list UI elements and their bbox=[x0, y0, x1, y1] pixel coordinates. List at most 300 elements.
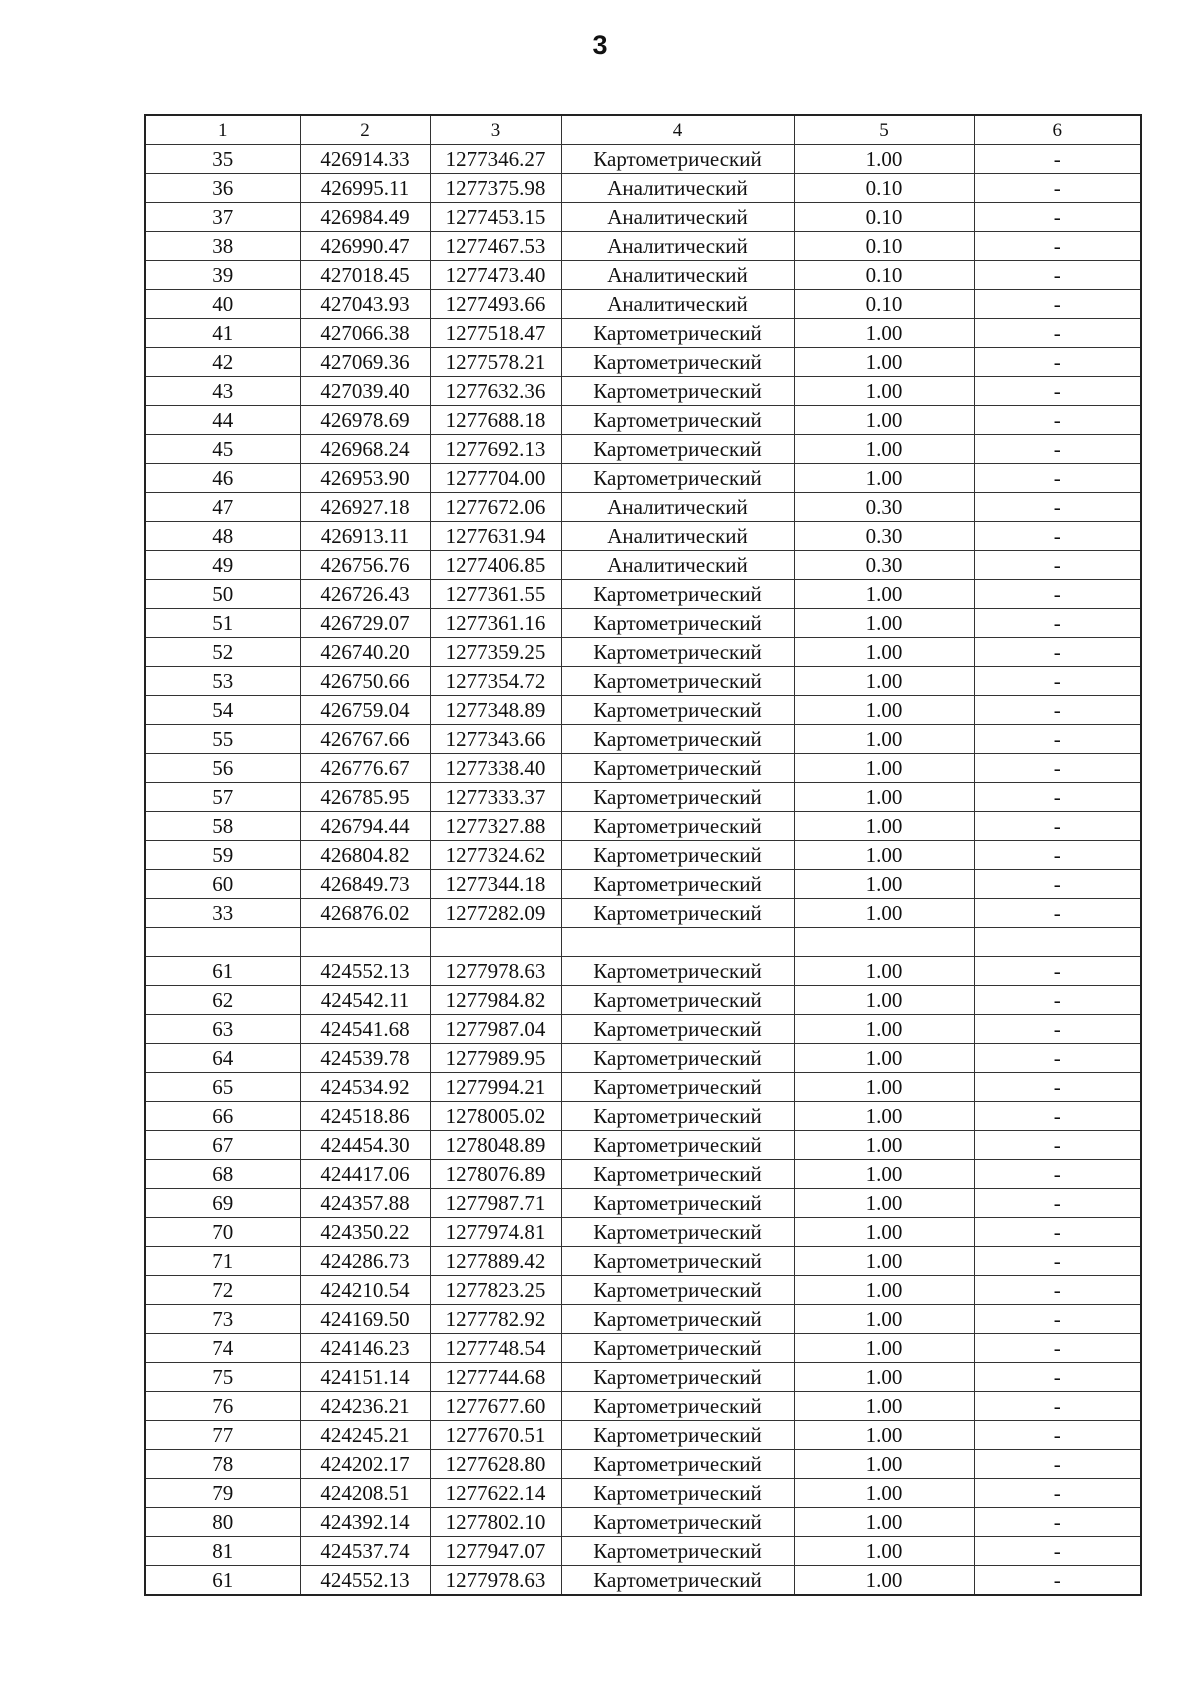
x-coordinate-cell: 424350.22 bbox=[300, 1218, 430, 1247]
table-row bbox=[145, 1392, 1141, 1421]
x-coordinate-cell: 426759.04 bbox=[300, 696, 430, 725]
note-cell: - bbox=[974, 1334, 1141, 1363]
x-coordinate-cell: 424537.74 bbox=[300, 1537, 430, 1566]
table-row bbox=[145, 464, 1141, 493]
y-coordinate-cell: 1277375.98 bbox=[430, 174, 561, 203]
accuracy-cell: 0.10 bbox=[794, 290, 974, 319]
note-cell: - bbox=[974, 174, 1141, 203]
x-coordinate-cell: 426804.82 bbox=[300, 841, 430, 870]
method-cell: Картометрический bbox=[561, 1102, 794, 1131]
note-cell: - bbox=[974, 348, 1141, 377]
table-row bbox=[145, 696, 1141, 725]
y-coordinate-cell: 1277453.15 bbox=[430, 203, 561, 232]
table-row bbox=[145, 1073, 1141, 1102]
note-cell: - bbox=[974, 145, 1141, 174]
x-coordinate-cell: 426849.73 bbox=[300, 870, 430, 899]
y-coordinate-cell: 1277677.60 bbox=[430, 1392, 561, 1421]
method-cell: Картометрический bbox=[561, 348, 794, 377]
note-cell: - bbox=[974, 1479, 1141, 1508]
x-coordinate-cell: 426776.67 bbox=[300, 754, 430, 783]
note-cell: - bbox=[974, 609, 1141, 638]
method-cell: Аналитический bbox=[561, 174, 794, 203]
x-coordinate-cell: 426876.02 bbox=[300, 899, 430, 928]
point-number-cell: 70 bbox=[145, 1218, 300, 1247]
table-row bbox=[145, 1508, 1141, 1537]
method-cell: Картометрический bbox=[561, 609, 794, 638]
point-number-cell: 77 bbox=[145, 1421, 300, 1450]
table-row bbox=[145, 928, 1141, 957]
y-coordinate-cell: 1277473.40 bbox=[430, 261, 561, 290]
note-cell: - bbox=[974, 551, 1141, 580]
y-coordinate-cell: 1277628.80 bbox=[430, 1450, 561, 1479]
method-cell: Картометрический bbox=[561, 783, 794, 812]
x-coordinate-cell: 426729.07 bbox=[300, 609, 430, 638]
accuracy-cell: 1.00 bbox=[794, 406, 974, 435]
point-number-cell: 39 bbox=[145, 261, 300, 290]
table-row bbox=[145, 145, 1141, 174]
point-number-cell: 76 bbox=[145, 1392, 300, 1421]
table-row bbox=[145, 348, 1141, 377]
accuracy-cell: 1.00 bbox=[794, 1218, 974, 1247]
note-cell: - bbox=[974, 1131, 1141, 1160]
y-coordinate-cell: 1277688.18 bbox=[430, 406, 561, 435]
x-coordinate-cell: 426914.33 bbox=[300, 145, 430, 174]
table-row bbox=[145, 1131, 1141, 1160]
accuracy-cell: 1.00 bbox=[794, 899, 974, 928]
y-coordinate-cell: 1277406.85 bbox=[430, 551, 561, 580]
point-number-cell: 53 bbox=[145, 667, 300, 696]
point-number-cell: 61 bbox=[145, 957, 300, 986]
note-cell: - bbox=[974, 1392, 1141, 1421]
accuracy-cell: 1.00 bbox=[794, 1131, 974, 1160]
x-coordinate-cell: 424208.51 bbox=[300, 1479, 430, 1508]
note-cell: - bbox=[974, 1218, 1141, 1247]
x-coordinate-cell: 426785.95 bbox=[300, 783, 430, 812]
accuracy-cell: 0.10 bbox=[794, 174, 974, 203]
note-cell: - bbox=[974, 435, 1141, 464]
point-number-cell: 80 bbox=[145, 1508, 300, 1537]
y-coordinate-cell: 1277354.72 bbox=[430, 667, 561, 696]
method-cell: Аналитический bbox=[561, 522, 794, 551]
note-cell: - bbox=[974, 203, 1141, 232]
accuracy-cell: 1.00 bbox=[794, 754, 974, 783]
y-coordinate-cell: 1277348.89 bbox=[430, 696, 561, 725]
x-coordinate-cell: 426990.47 bbox=[300, 232, 430, 261]
page-number: 3 bbox=[592, 30, 608, 60]
x-coordinate-cell: 424202.17 bbox=[300, 1450, 430, 1479]
y-coordinate-cell: 1277346.27 bbox=[430, 145, 561, 174]
method-cell: Картометрический bbox=[561, 1189, 794, 1218]
point-number-cell: 51 bbox=[145, 609, 300, 638]
header-cell-4: 4 bbox=[561, 115, 794, 145]
accuracy-cell: 1.00 bbox=[794, 609, 974, 638]
accuracy-cell: 1.00 bbox=[794, 580, 974, 609]
table-row bbox=[145, 1421, 1141, 1450]
method-cell: Аналитический bbox=[561, 493, 794, 522]
y-coordinate-cell: 1277984.82 bbox=[430, 986, 561, 1015]
header-cell-2: 2 bbox=[300, 115, 430, 145]
point-number-cell: 36 bbox=[145, 174, 300, 203]
y-coordinate-cell: 1277802.10 bbox=[430, 1508, 561, 1537]
y-coordinate-cell: 1277782.92 bbox=[430, 1305, 561, 1334]
accuracy-cell: 1.00 bbox=[794, 1450, 974, 1479]
accuracy-cell: 1.00 bbox=[794, 957, 974, 986]
table-row bbox=[145, 1537, 1141, 1566]
accuracy-cell bbox=[794, 928, 974, 957]
table-row bbox=[145, 1160, 1141, 1189]
y-coordinate-cell: 1277493.66 bbox=[430, 290, 561, 319]
table-row bbox=[145, 1305, 1141, 1334]
y-coordinate-cell: 1277889.42 bbox=[430, 1247, 561, 1276]
method-cell: Картометрический bbox=[561, 435, 794, 464]
y-coordinate-cell: 1277978.63 bbox=[430, 1566, 561, 1596]
note-cell: - bbox=[974, 319, 1141, 348]
note-cell: - bbox=[974, 1102, 1141, 1131]
method-cell: Аналитический bbox=[561, 203, 794, 232]
method-cell: Картометрический bbox=[561, 1247, 794, 1276]
y-coordinate-cell: 1277744.68 bbox=[430, 1363, 561, 1392]
note-cell: - bbox=[974, 1247, 1141, 1276]
method-cell: Картометрический bbox=[561, 899, 794, 928]
accuracy-cell: 0.30 bbox=[794, 551, 974, 580]
note-cell: - bbox=[974, 1508, 1141, 1537]
method-cell: Аналитический bbox=[561, 290, 794, 319]
accuracy-cell: 1.00 bbox=[794, 1044, 974, 1073]
point-number-cell: 69 bbox=[145, 1189, 300, 1218]
note-cell: - bbox=[974, 812, 1141, 841]
table-row bbox=[145, 783, 1141, 812]
table-row bbox=[145, 1450, 1141, 1479]
method-cell: Картометрический bbox=[561, 1508, 794, 1537]
point-number-cell: 47 bbox=[145, 493, 300, 522]
method-cell: Картометрический bbox=[561, 1566, 794, 1596]
point-number-cell: 43 bbox=[145, 377, 300, 406]
x-coordinate-cell: 424169.50 bbox=[300, 1305, 430, 1334]
note-cell: - bbox=[974, 1537, 1141, 1566]
x-coordinate-cell: 427069.36 bbox=[300, 348, 430, 377]
y-coordinate-cell: 1277631.94 bbox=[430, 522, 561, 551]
accuracy-cell: 1.00 bbox=[794, 1421, 974, 1450]
accuracy-cell: 1.00 bbox=[794, 319, 974, 348]
method-cell: Картометрический bbox=[561, 812, 794, 841]
accuracy-cell: 1.00 bbox=[794, 464, 974, 493]
table-row bbox=[145, 754, 1141, 783]
method-cell: Картометрический bbox=[561, 841, 794, 870]
x-coordinate-cell bbox=[300, 928, 430, 957]
x-coordinate-cell: 424210.54 bbox=[300, 1276, 430, 1305]
x-coordinate-cell: 426995.11 bbox=[300, 174, 430, 203]
accuracy-cell: 1.00 bbox=[794, 841, 974, 870]
x-coordinate-cell: 426726.43 bbox=[300, 580, 430, 609]
x-coordinate-cell: 427018.45 bbox=[300, 261, 430, 290]
note-cell: - bbox=[974, 522, 1141, 551]
point-number-cell: 61 bbox=[145, 1566, 300, 1596]
note-cell: - bbox=[974, 638, 1141, 667]
point-number-cell: 72 bbox=[145, 1276, 300, 1305]
point-number-cell: 75 bbox=[145, 1363, 300, 1392]
table-row bbox=[145, 580, 1141, 609]
accuracy-cell: 1.00 bbox=[794, 435, 974, 464]
table-row bbox=[145, 638, 1141, 667]
point-number-cell: 35 bbox=[145, 145, 300, 174]
note-cell: - bbox=[974, 1566, 1141, 1596]
y-coordinate-cell: 1277632.36 bbox=[430, 377, 561, 406]
method-cell: Картометрический bbox=[561, 580, 794, 609]
note-cell: - bbox=[974, 580, 1141, 609]
method-cell: Картометрический bbox=[561, 1334, 794, 1363]
method-cell: Картометрический bbox=[561, 1479, 794, 1508]
table-row bbox=[145, 435, 1141, 464]
point-number-cell: 42 bbox=[145, 348, 300, 377]
note-cell: - bbox=[974, 1421, 1141, 1450]
note-cell: - bbox=[974, 957, 1141, 986]
x-coordinate-cell: 424286.73 bbox=[300, 1247, 430, 1276]
x-coordinate-cell: 426927.18 bbox=[300, 493, 430, 522]
method-cell: Картометрический bbox=[561, 1160, 794, 1189]
accuracy-cell: 1.00 bbox=[794, 1247, 974, 1276]
x-coordinate-cell: 424392.14 bbox=[300, 1508, 430, 1537]
accuracy-cell: 1.00 bbox=[794, 1479, 974, 1508]
table-row bbox=[145, 174, 1141, 203]
accuracy-cell: 1.00 bbox=[794, 1102, 974, 1131]
y-coordinate-cell: 1277518.47 bbox=[430, 319, 561, 348]
table-row bbox=[145, 1363, 1141, 1392]
point-number-cell: 55 bbox=[145, 725, 300, 754]
accuracy-cell: 1.00 bbox=[794, 638, 974, 667]
point-number-cell: 46 bbox=[145, 464, 300, 493]
point-number-cell: 62 bbox=[145, 986, 300, 1015]
point-number-cell: 58 bbox=[145, 812, 300, 841]
y-coordinate-cell: 1277974.81 bbox=[430, 1218, 561, 1247]
x-coordinate-cell: 424539.78 bbox=[300, 1044, 430, 1073]
note-cell: - bbox=[974, 1044, 1141, 1073]
point-number-cell: 41 bbox=[145, 319, 300, 348]
accuracy-cell: 1.00 bbox=[794, 1537, 974, 1566]
point-number-cell: 68 bbox=[145, 1160, 300, 1189]
x-coordinate-cell: 426953.90 bbox=[300, 464, 430, 493]
point-number-cell: 56 bbox=[145, 754, 300, 783]
table-row bbox=[145, 1218, 1141, 1247]
table-row bbox=[145, 1189, 1141, 1218]
table-row bbox=[145, 841, 1141, 870]
accuracy-cell: 1.00 bbox=[794, 870, 974, 899]
accuracy-cell: 0.10 bbox=[794, 203, 974, 232]
note-cell: - bbox=[974, 1450, 1141, 1479]
note-cell: - bbox=[974, 870, 1141, 899]
table-row bbox=[145, 1566, 1141, 1596]
note-cell: - bbox=[974, 406, 1141, 435]
note-cell: - bbox=[974, 377, 1141, 406]
note-cell: - bbox=[974, 1015, 1141, 1044]
method-cell: Картометрический bbox=[561, 377, 794, 406]
point-number-cell: 79 bbox=[145, 1479, 300, 1508]
method-cell: Картометрический bbox=[561, 406, 794, 435]
x-coordinate-cell: 426978.69 bbox=[300, 406, 430, 435]
method-cell: Картометрический bbox=[561, 1073, 794, 1102]
x-coordinate-cell: 424552.13 bbox=[300, 1566, 430, 1596]
y-coordinate-cell: 1277672.06 bbox=[430, 493, 561, 522]
point-number-cell: 37 bbox=[145, 203, 300, 232]
table-row bbox=[145, 377, 1141, 406]
point-number-cell: 64 bbox=[145, 1044, 300, 1073]
method-cell: Картометрический bbox=[561, 1305, 794, 1334]
x-coordinate-cell: 426756.76 bbox=[300, 551, 430, 580]
table-header-row bbox=[145, 115, 1141, 145]
y-coordinate-cell: 1277989.95 bbox=[430, 1044, 561, 1073]
x-coordinate-cell: 424518.86 bbox=[300, 1102, 430, 1131]
x-coordinate-cell: 424417.06 bbox=[300, 1160, 430, 1189]
method-cell: Картометрический bbox=[561, 1421, 794, 1450]
note-cell bbox=[974, 928, 1141, 957]
y-coordinate-cell: 1277361.16 bbox=[430, 609, 561, 638]
accuracy-cell: 1.00 bbox=[794, 812, 974, 841]
y-coordinate-cell: 1277578.21 bbox=[430, 348, 561, 377]
note-cell: - bbox=[974, 464, 1141, 493]
accuracy-cell: 1.00 bbox=[794, 1305, 974, 1334]
method-cell: Картометрический bbox=[561, 1015, 794, 1044]
method-cell: Картометрический bbox=[561, 1363, 794, 1392]
x-coordinate-cell: 424151.14 bbox=[300, 1363, 430, 1392]
table-row bbox=[145, 725, 1141, 754]
header-cell-1: 1 bbox=[145, 115, 300, 145]
x-coordinate-cell: 424146.23 bbox=[300, 1334, 430, 1363]
table-row bbox=[145, 986, 1141, 1015]
note-cell: - bbox=[974, 1160, 1141, 1189]
y-coordinate-cell: 1277344.18 bbox=[430, 870, 561, 899]
point-number-cell bbox=[145, 928, 300, 957]
method-cell: Картометрический bbox=[561, 667, 794, 696]
table-row bbox=[145, 1334, 1141, 1363]
accuracy-cell: 1.00 bbox=[794, 1392, 974, 1421]
method-cell: Аналитический bbox=[561, 551, 794, 580]
note-cell: - bbox=[974, 1276, 1141, 1305]
x-coordinate-cell: 424542.11 bbox=[300, 986, 430, 1015]
point-number-cell: 52 bbox=[145, 638, 300, 667]
note-cell: - bbox=[974, 841, 1141, 870]
note-cell: - bbox=[974, 986, 1141, 1015]
accuracy-cell: 1.00 bbox=[794, 1073, 974, 1102]
table-row bbox=[145, 1102, 1141, 1131]
x-coordinate-cell: 424534.92 bbox=[300, 1073, 430, 1102]
table-row bbox=[145, 319, 1141, 348]
note-cell: - bbox=[974, 1073, 1141, 1102]
note-cell: - bbox=[974, 1189, 1141, 1218]
table-body bbox=[145, 115, 1141, 1595]
y-coordinate-cell: 1277327.88 bbox=[430, 812, 561, 841]
y-coordinate-cell: 1278005.02 bbox=[430, 1102, 561, 1131]
y-coordinate-cell: 1278048.89 bbox=[430, 1131, 561, 1160]
x-coordinate-cell: 426913.11 bbox=[300, 522, 430, 551]
note-cell: - bbox=[974, 783, 1141, 812]
accuracy-cell: 1.00 bbox=[794, 725, 974, 754]
table-row bbox=[145, 1276, 1141, 1305]
accuracy-cell: 1.00 bbox=[794, 1334, 974, 1363]
note-cell: - bbox=[974, 696, 1141, 725]
method-cell: Картометрический bbox=[561, 957, 794, 986]
point-number-cell: 57 bbox=[145, 783, 300, 812]
table-row bbox=[145, 522, 1141, 551]
y-coordinate-cell: 1277704.00 bbox=[430, 464, 561, 493]
x-coordinate-cell: 426794.44 bbox=[300, 812, 430, 841]
note-cell: - bbox=[974, 290, 1141, 319]
accuracy-cell: 0.10 bbox=[794, 232, 974, 261]
coordinates-table bbox=[144, 114, 1142, 1596]
y-coordinate-cell: 1277987.04 bbox=[430, 1015, 561, 1044]
y-coordinate-cell: 1277622.14 bbox=[430, 1479, 561, 1508]
y-coordinate-cell: 1277282.09 bbox=[430, 899, 561, 928]
header-cell-5: 5 bbox=[794, 115, 974, 145]
x-coordinate-cell: 426968.24 bbox=[300, 435, 430, 464]
x-coordinate-cell: 426767.66 bbox=[300, 725, 430, 754]
note-cell: - bbox=[974, 1305, 1141, 1334]
table-row bbox=[145, 203, 1141, 232]
x-coordinate-cell: 424245.21 bbox=[300, 1421, 430, 1450]
accuracy-cell: 1.00 bbox=[794, 1189, 974, 1218]
table-row bbox=[145, 812, 1141, 841]
y-coordinate-cell: 1277338.40 bbox=[430, 754, 561, 783]
table-row bbox=[145, 870, 1141, 899]
x-coordinate-cell: 424552.13 bbox=[300, 957, 430, 986]
table-row bbox=[145, 899, 1141, 928]
point-number-cell: 45 bbox=[145, 435, 300, 464]
accuracy-cell: 1.00 bbox=[794, 696, 974, 725]
method-cell: Картометрический bbox=[561, 638, 794, 667]
point-number-cell: 67 bbox=[145, 1131, 300, 1160]
table-row bbox=[145, 609, 1141, 638]
point-number-cell: 63 bbox=[145, 1015, 300, 1044]
point-number-cell: 74 bbox=[145, 1334, 300, 1363]
table-row bbox=[145, 667, 1141, 696]
y-coordinate-cell: 1277467.53 bbox=[430, 232, 561, 261]
point-number-cell: 49 bbox=[145, 551, 300, 580]
table-row bbox=[145, 957, 1141, 986]
x-coordinate-cell: 426984.49 bbox=[300, 203, 430, 232]
x-coordinate-cell: 424236.21 bbox=[300, 1392, 430, 1421]
table-row bbox=[145, 290, 1141, 319]
table-row bbox=[145, 1247, 1141, 1276]
y-coordinate-cell: 1277978.63 bbox=[430, 957, 561, 986]
note-cell: - bbox=[974, 493, 1141, 522]
accuracy-cell: 1.00 bbox=[794, 145, 974, 174]
note-cell: - bbox=[974, 754, 1141, 783]
accuracy-cell: 1.00 bbox=[794, 1160, 974, 1189]
point-number-cell: 66 bbox=[145, 1102, 300, 1131]
method-cell: Аналитический bbox=[561, 261, 794, 290]
method-cell: Картометрический bbox=[561, 1131, 794, 1160]
point-number-cell: 50 bbox=[145, 580, 300, 609]
method-cell: Картометрический bbox=[561, 725, 794, 754]
point-number-cell: 73 bbox=[145, 1305, 300, 1334]
method-cell: Картометрический bbox=[561, 986, 794, 1015]
method-cell: Аналитический bbox=[561, 232, 794, 261]
point-number-cell: 40 bbox=[145, 290, 300, 319]
method-cell: Картометрический bbox=[561, 319, 794, 348]
table-row bbox=[145, 493, 1141, 522]
method-cell: Картометрический bbox=[561, 145, 794, 174]
y-coordinate-cell: 1277692.13 bbox=[430, 435, 561, 464]
x-coordinate-cell: 427066.38 bbox=[300, 319, 430, 348]
note-cell: - bbox=[974, 725, 1141, 754]
x-coordinate-cell: 426750.66 bbox=[300, 667, 430, 696]
x-coordinate-cell: 426740.20 bbox=[300, 638, 430, 667]
table-row bbox=[145, 1044, 1141, 1073]
y-coordinate-cell: 1277361.55 bbox=[430, 580, 561, 609]
y-coordinate-cell: 1277359.25 bbox=[430, 638, 561, 667]
x-coordinate-cell: 427043.93 bbox=[300, 290, 430, 319]
x-coordinate-cell: 424541.68 bbox=[300, 1015, 430, 1044]
y-coordinate-cell: 1277987.71 bbox=[430, 1189, 561, 1218]
note-cell: - bbox=[974, 667, 1141, 696]
